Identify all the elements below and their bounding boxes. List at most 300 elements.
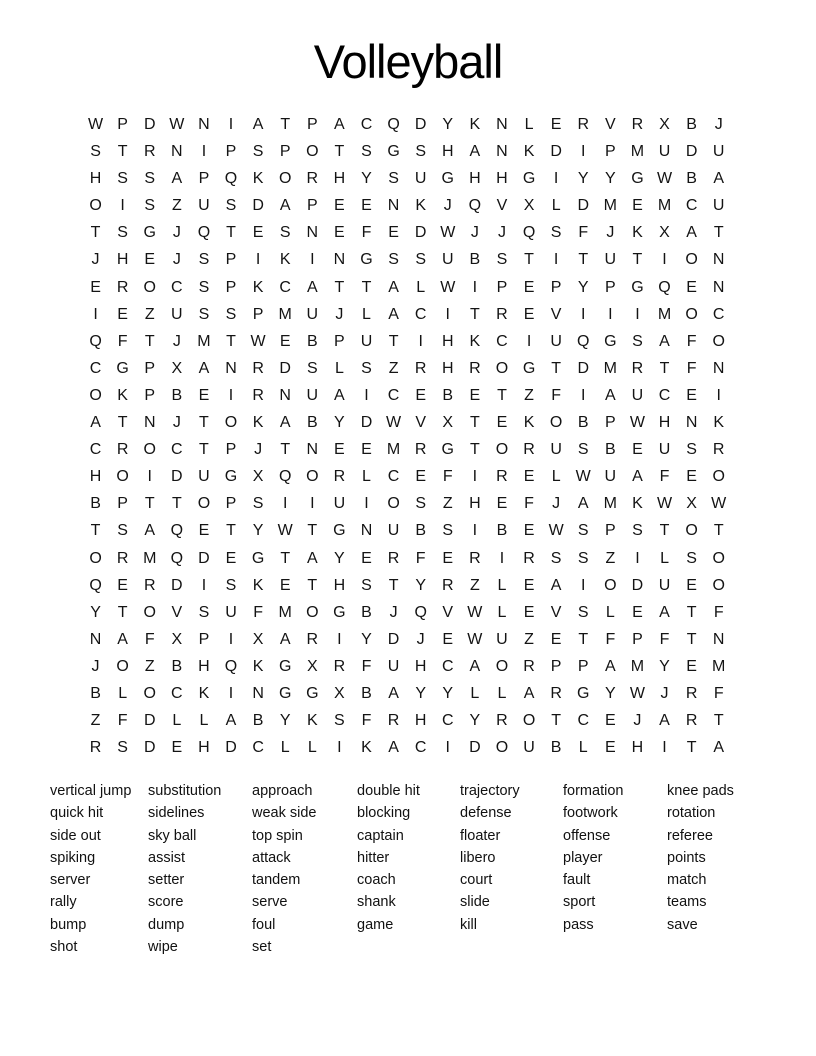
- grid-letter: C: [387, 386, 400, 404]
- grid-letter: I: [472, 278, 478, 296]
- grid-letter: Y: [334, 549, 345, 567]
- grid-letter: I: [472, 522, 478, 540]
- word-list-item: floater: [460, 827, 501, 844]
- grid-letter: A: [713, 739, 725, 757]
- grid-letter: S: [415, 251, 426, 269]
- grid-letter: K: [523, 414, 535, 432]
- grid-letter: H: [631, 739, 644, 757]
- word-list-item: player: [563, 849, 603, 866]
- grid-letter: B: [252, 712, 264, 730]
- grid-letter: H: [496, 170, 508, 188]
- grid-letter: O: [143, 278, 156, 296]
- grid-letter: L: [605, 603, 615, 621]
- grid-letter: U: [523, 739, 535, 757]
- grid-letter: T: [524, 251, 534, 269]
- grid-letter: O: [604, 576, 617, 594]
- grid-letter: T: [90, 224, 101, 242]
- grid-letter: N: [685, 414, 698, 432]
- grid-letter: T: [686, 630, 697, 648]
- grid-letter: P: [252, 305, 264, 323]
- grid-letter: T: [551, 712, 562, 730]
- grid-letter: E: [415, 468, 426, 486]
- grid-letter: T: [686, 739, 697, 757]
- grid-letter: S: [415, 143, 426, 161]
- grid-letter: N: [496, 116, 508, 133]
- grid-letter: I: [228, 630, 234, 648]
- grid-letter: E: [442, 549, 454, 567]
- word-list-column: [148, 780, 221, 958]
- grid-letter: M: [712, 657, 726, 675]
- grid-letter: A: [279, 197, 291, 215]
- grid-letter: D: [550, 143, 562, 161]
- grid-letter: S: [686, 549, 697, 567]
- grid-row: [82, 463, 732, 490]
- grid-row: [82, 626, 732, 653]
- grid-letter: P: [604, 522, 616, 540]
- grid-letter: A: [388, 684, 399, 702]
- grid-letter: C: [712, 305, 725, 323]
- grid-letter: W: [467, 603, 483, 621]
- grid-letter: X: [252, 630, 264, 648]
- word-list-item: attack: [252, 849, 291, 866]
- grid-letter: O: [197, 495, 211, 513]
- grid-letter: R: [306, 630, 319, 648]
- grid-letter: M: [603, 359, 617, 377]
- grid-letter: U: [198, 197, 210, 215]
- grid-letter: P: [198, 630, 210, 648]
- grid-letter: Q: [224, 170, 238, 188]
- grid-letter: E: [523, 278, 535, 296]
- grid-letter: K: [415, 197, 426, 215]
- grid-letter: C: [441, 657, 454, 675]
- grid-letter: T: [578, 630, 589, 648]
- grid-letter: P: [604, 143, 616, 161]
- word-list-item: formation: [563, 783, 624, 799]
- grid-letter: F: [524, 495, 534, 513]
- grid-letter: I: [635, 549, 640, 567]
- grid-letter: J: [416, 630, 425, 648]
- word-list-item: footwork: [563, 805, 618, 822]
- grid-letter: D: [631, 576, 644, 594]
- grid-letter: K: [361, 739, 372, 757]
- grid-letter: K: [252, 657, 264, 675]
- grid-letter: P: [550, 278, 562, 296]
- grid-letter: S: [577, 549, 589, 567]
- grid-letter: U: [387, 657, 400, 675]
- grid-row: [82, 707, 732, 734]
- grid-letter: Y: [604, 170, 616, 188]
- grid-letter: A: [632, 468, 643, 486]
- grid-letter: O: [89, 386, 102, 404]
- grid-letter: H: [89, 468, 102, 486]
- grid-letter: D: [198, 549, 210, 567]
- word-list-item: shank: [357, 894, 396, 911]
- grid-letter: I: [418, 332, 423, 350]
- grid-letter: I: [364, 495, 369, 513]
- grid-letter: I: [581, 143, 586, 161]
- grid-letter: T: [659, 359, 670, 377]
- grid-letter: C: [89, 359, 102, 377]
- word-list-column: [460, 780, 520, 936]
- grid-letter: K: [713, 414, 725, 432]
- grid-letter: C: [658, 386, 671, 404]
- grid-letter: W: [169, 116, 185, 133]
- grid-letter: W: [629, 414, 645, 432]
- grid-letter: O: [685, 251, 698, 269]
- grid-letter: I: [499, 549, 505, 567]
- grid-letter: W: [87, 116, 104, 133]
- grid-letter: V: [550, 305, 562, 323]
- grid-letter: A: [252, 116, 264, 133]
- word-list-item: referee: [667, 827, 713, 844]
- grid-letter: B: [306, 414, 318, 432]
- grid-letter: C: [252, 739, 264, 757]
- grid-letter: G: [604, 332, 617, 350]
- grid-letter: R: [143, 576, 156, 594]
- grid-letter: H: [414, 712, 427, 730]
- word-list-item: rotation: [667, 805, 716, 822]
- grid-letter: Y: [334, 414, 345, 432]
- grid-letter: O: [387, 495, 400, 513]
- grid-letter: E: [523, 468, 535, 486]
- grid-letter: I: [553, 251, 559, 269]
- grid-letter: I: [337, 630, 342, 648]
- grid-letter: E: [632, 197, 643, 215]
- grid-letter: T: [497, 386, 507, 404]
- grid-letter: Z: [524, 386, 534, 404]
- grid-letter: S: [388, 170, 399, 188]
- grid-letter: H: [116, 251, 129, 269]
- grid-letter: P: [496, 278, 508, 296]
- grid-letter: S: [306, 359, 318, 377]
- grid-letter: S: [117, 224, 128, 242]
- grid-letter: F: [442, 468, 453, 486]
- grid-letter: H: [469, 170, 481, 188]
- grid-letter: I: [228, 116, 234, 133]
- grid-letter: Z: [388, 359, 399, 377]
- grid-letter: L: [660, 549, 669, 567]
- grid-row: [82, 680, 732, 707]
- grid-letter: E: [361, 441, 372, 459]
- grid-letter: A: [388, 278, 399, 296]
- grid-row: [82, 653, 732, 680]
- grid-letter: B: [415, 522, 426, 540]
- grid-row: [82, 572, 732, 599]
- grid-letter: O: [549, 414, 563, 432]
- grid-letter: O: [306, 143, 319, 161]
- grid-letter: A: [686, 224, 697, 242]
- grid-letter: A: [144, 522, 156, 540]
- grid-letter: Y: [442, 116, 454, 133]
- grid-letter: H: [333, 170, 346, 188]
- grid-letter: X: [659, 224, 670, 242]
- word-list-item: sidelines: [148, 805, 205, 822]
- grid-letter: E: [686, 278, 697, 296]
- grid-letter: L: [578, 739, 588, 757]
- grid-letter: S: [550, 224, 562, 242]
- grid-letter: E: [117, 305, 128, 323]
- grid-letter: I: [526, 332, 532, 350]
- grid-letter: E: [523, 576, 535, 594]
- grid-letter: H: [469, 495, 481, 513]
- grid-letter: S: [117, 170, 128, 188]
- grid-letter: T: [226, 332, 236, 350]
- grid-letter: S: [198, 278, 210, 296]
- grid-letter: A: [469, 143, 481, 161]
- grid-letter: R: [441, 576, 454, 594]
- grid-letter: Q: [89, 332, 102, 350]
- grid-letter: X: [334, 684, 345, 702]
- grid-letter: Y: [252, 522, 264, 540]
- grid-letter: R: [414, 441, 427, 459]
- grid-letter: A: [469, 657, 481, 675]
- grid-letter: J: [91, 251, 100, 269]
- grid-letter: X: [659, 116, 670, 133]
- grid-letter: R: [116, 441, 129, 459]
- grid-letter: T: [144, 332, 155, 350]
- grid-letter: Z: [524, 630, 534, 648]
- grid-letter: W: [440, 278, 456, 296]
- grid-letter: I: [310, 251, 315, 269]
- grid-letter: D: [143, 116, 156, 133]
- grid-letter: T: [199, 414, 209, 432]
- grid-letter: X: [252, 468, 264, 486]
- grid-letter: O: [143, 441, 156, 459]
- grid-letter: D: [171, 468, 183, 486]
- grid-letter: E: [334, 224, 345, 242]
- grid-letter: Y: [90, 603, 101, 621]
- grid-letter: N: [333, 251, 346, 269]
- grid-letter: Y: [577, 278, 589, 296]
- grid-letter: Q: [278, 468, 292, 486]
- grid-letter: Q: [468, 197, 482, 215]
- grid-letter: N: [225, 359, 237, 377]
- grid-letter: V: [496, 197, 508, 215]
- grid-row: [82, 409, 732, 436]
- grid-letter: J: [443, 197, 452, 215]
- grid-letter: R: [252, 359, 264, 377]
- grid-letter: I: [201, 143, 207, 161]
- word-list-item: defense: [460, 805, 512, 822]
- grid-letter: Q: [170, 522, 184, 540]
- grid-letter: S: [577, 603, 589, 621]
- word-list-item: quick hit: [50, 805, 104, 822]
- grid-letter: B: [90, 684, 101, 702]
- grid-letter: M: [143, 549, 157, 567]
- word-list-item: server: [50, 872, 91, 889]
- grid-letter: O: [712, 576, 725, 594]
- grid-letter: T: [307, 522, 318, 540]
- grid-letter: X: [171, 359, 183, 377]
- grid-letter: O: [224, 414, 238, 432]
- grid-letter: E: [225, 549, 237, 567]
- grid-letter: I: [282, 495, 288, 513]
- grid-letter: O: [522, 712, 536, 730]
- grid-letter: O: [116, 468, 129, 486]
- word-list-item: weak side: [252, 805, 317, 822]
- grid-letter: D: [414, 224, 427, 242]
- grid-letter: N: [89, 630, 102, 648]
- grid-letter: O: [89, 197, 102, 215]
- grid-letter: T: [713, 522, 724, 540]
- word-list-item: approach: [252, 783, 313, 799]
- grid-letter: T: [199, 441, 209, 459]
- grid-letter: E: [523, 522, 535, 540]
- grid-letter: T: [469, 441, 480, 459]
- grid-letter: R: [496, 468, 508, 486]
- word-list-item: score: [148, 894, 184, 911]
- grid-letter: F: [117, 332, 128, 350]
- grid-letter: F: [144, 630, 155, 648]
- grid-letter: N: [306, 441, 319, 459]
- grid-letter: Y: [604, 684, 616, 702]
- grid-letter: T: [280, 549, 291, 567]
- grid-letter: J: [172, 332, 181, 350]
- grid-letter: U: [604, 468, 617, 486]
- grid-letter: P: [279, 143, 291, 161]
- grid-letter: U: [171, 305, 183, 323]
- grid-letter: G: [278, 684, 292, 702]
- grid-letter: U: [360, 332, 373, 350]
- grid-letter: L: [416, 278, 426, 296]
- grid-letter: P: [550, 657, 562, 675]
- grid-letter: N: [712, 278, 725, 296]
- grid-letter: G: [631, 170, 644, 188]
- grid-letter: F: [686, 359, 697, 377]
- grid-letter: K: [523, 143, 535, 161]
- grid-letter: N: [279, 386, 291, 404]
- grid-letter: G: [441, 170, 454, 188]
- grid-letter: Z: [144, 657, 155, 675]
- grid-letter: M: [386, 441, 401, 459]
- grid-letter: P: [225, 441, 237, 459]
- grid-letter: O: [116, 657, 129, 675]
- word-list-item: coach: [357, 872, 396, 889]
- grid-letter: X: [306, 657, 318, 675]
- grid-letter: L: [497, 684, 507, 702]
- word-list-column: [357, 780, 420, 936]
- grid-row: [82, 165, 732, 192]
- word-list-item: setter: [148, 872, 185, 889]
- grid-letter: R: [631, 116, 644, 133]
- grid-letter: I: [337, 739, 342, 757]
- grid-letter: E: [361, 197, 372, 215]
- word-list-column: [563, 780, 623, 936]
- grid-letter: O: [712, 468, 725, 486]
- word-list-item: match: [667, 872, 707, 889]
- grid-letter: T: [659, 522, 670, 540]
- grid-letter: L: [497, 603, 507, 621]
- grid-letter: S: [388, 251, 399, 269]
- grid-letter: A: [171, 170, 183, 188]
- grid-letter: U: [550, 441, 562, 459]
- grid-letter: I: [662, 251, 667, 269]
- grid-letter: Q: [170, 549, 184, 567]
- grid-letter: U: [441, 251, 454, 269]
- grid-letter: B: [442, 386, 454, 404]
- grid-letter: W: [575, 468, 591, 486]
- word-list-column: [667, 780, 734, 936]
- grid-letter: B: [306, 332, 318, 350]
- grid-letter: K: [252, 278, 264, 296]
- grid-letter: R: [523, 549, 535, 567]
- grid-letter: H: [198, 657, 210, 675]
- word-list-item: teams: [667, 894, 707, 911]
- grid-letter: B: [171, 386, 183, 404]
- grid-letter: Q: [224, 657, 238, 675]
- grid-letter: J: [714, 116, 723, 133]
- grid-letter: E: [550, 630, 562, 648]
- grid-letter: F: [686, 332, 697, 350]
- grid-letter: F: [713, 603, 724, 621]
- grid-letter: P: [117, 116, 128, 133]
- grid-letter: P: [225, 143, 237, 161]
- grid-letter: K: [469, 332, 481, 350]
- grid-letter: B: [686, 116, 697, 133]
- grid-row: [82, 545, 732, 572]
- word-list-item: trajectory: [460, 783, 520, 799]
- grid-letter: E: [415, 386, 426, 404]
- grid-letter: T: [117, 414, 128, 432]
- grid-letter: T: [90, 522, 101, 540]
- grid-letter: T: [632, 251, 643, 269]
- grid-letter: M: [278, 305, 292, 323]
- grid-letter: U: [631, 386, 644, 404]
- grid-letter: R: [523, 441, 535, 459]
- grid-letter: E: [550, 116, 562, 133]
- grid-letter: N: [712, 359, 725, 377]
- grid-letter: Y: [659, 657, 670, 675]
- grid-letter: K: [252, 170, 264, 188]
- grid-letter: L: [172, 712, 182, 730]
- grid-letter: E: [496, 414, 508, 432]
- grid-letter: R: [387, 549, 400, 567]
- grid-letter: U: [658, 143, 671, 161]
- grid-letter: J: [389, 603, 398, 621]
- grid-letter: R: [550, 684, 562, 702]
- grid-letter: F: [578, 224, 589, 242]
- grid-letter: S: [577, 522, 589, 540]
- grid-letter: D: [685, 143, 698, 161]
- word-list-item: foul: [252, 916, 276, 933]
- grid-letter: B: [686, 170, 697, 188]
- grid-letter: L: [524, 116, 534, 133]
- grid-letter: Y: [442, 684, 454, 702]
- grid-letter: L: [497, 576, 507, 594]
- grid-letter: I: [364, 386, 369, 404]
- grid-letter: B: [496, 522, 508, 540]
- word-list-item: vertical jump: [50, 783, 132, 799]
- grid-letter: C: [577, 712, 590, 730]
- grid-letter: S: [90, 143, 101, 161]
- grid-letter: Q: [577, 332, 590, 350]
- grid-row: [82, 734, 732, 761]
- grid-letter: E: [334, 197, 345, 215]
- grid-letter: I: [445, 305, 450, 323]
- grid-letter: J: [606, 224, 615, 242]
- grid-letter: F: [361, 712, 372, 730]
- grid-letter: I: [445, 739, 450, 757]
- grid-letter: J: [633, 712, 642, 730]
- grid-letter: V: [604, 116, 616, 133]
- grid-letter: S: [334, 712, 345, 730]
- grid-letter: K: [632, 495, 643, 513]
- grid-letter: M: [603, 197, 617, 215]
- grid-letter: E: [144, 251, 156, 269]
- grid-letter: A: [279, 414, 291, 432]
- grid-letter: K: [469, 116, 481, 133]
- grid-letter: G: [224, 468, 238, 486]
